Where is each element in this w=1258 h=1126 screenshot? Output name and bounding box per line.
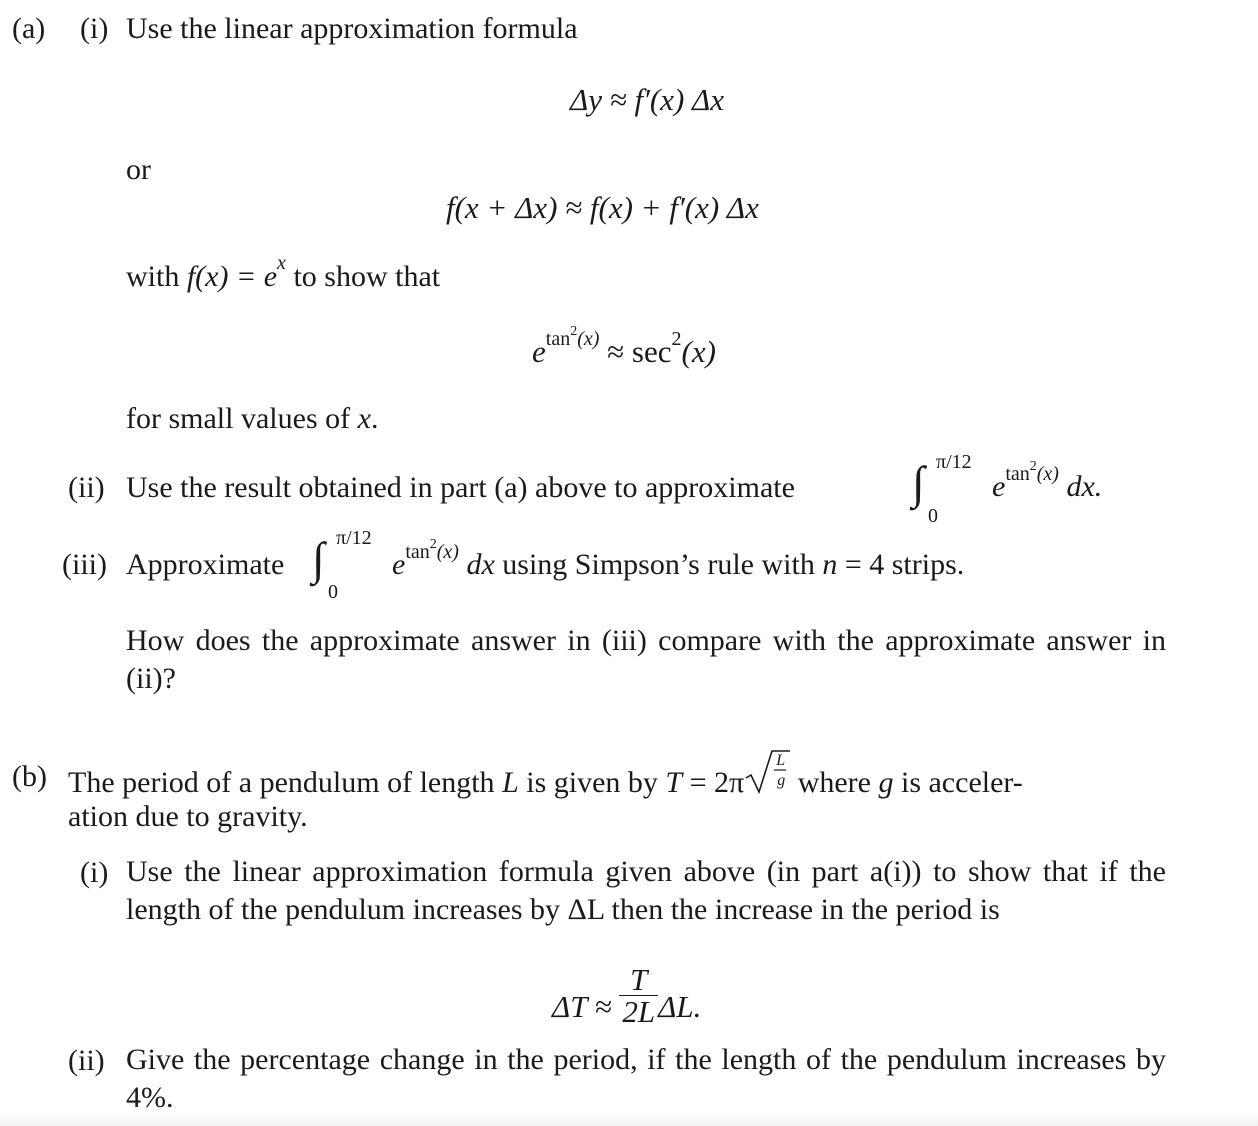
intro-equals: = 2π (689, 766, 745, 799)
with-function-line (126, 252, 441, 293)
integrand-exp-arg: (x) (1036, 463, 1059, 485)
intro-L: L (502, 766, 519, 799)
integral-sign: ∫ (312, 533, 325, 584)
part-a-ii-label: (ii) (68, 471, 105, 504)
equation-target (532, 324, 716, 369)
part-b-ii-text: Give the percentage change in the period, if the length of the pendulum increases by 4%. (126, 1043, 1166, 1114)
eq3-exp-func: tan (545, 328, 571, 350)
intro-given-by: is given by (526, 766, 658, 799)
integrand-exponent (1005, 459, 1059, 485)
eq3-exp-power: 2 (570, 324, 578, 339)
part-b-i-label: (i) (80, 856, 109, 889)
integrand-exp-power: 2 (1029, 459, 1037, 474)
part-a-iii-label: (iii) (62, 548, 107, 581)
integrand-base: e (392, 548, 406, 581)
with-function-exponent: x (277, 252, 286, 274)
eq3-exponent (545, 324, 600, 350)
sqrt-denominator: g (777, 772, 786, 789)
equation-linear-approx-alt: f(x + Δx) ≈ f(x) + f′(x) Δx (446, 190, 759, 225)
integral-lower-limit: 0 (928, 505, 938, 527)
small-values-end: . (370, 402, 379, 435)
integral-upper-limit: π/12 (936, 451, 972, 473)
small-values-line (126, 404, 378, 434)
integral-upper-limit: π/12 (336, 527, 372, 549)
integrand (992, 459, 1103, 503)
intro-text: The period of a pendulum of length (68, 766, 495, 799)
part-a-i-intro: Use the linear approximation formula (126, 12, 578, 45)
integrand-exp-func: tan (1005, 463, 1030, 485)
integral-a-iii (312, 528, 1072, 608)
with-function: f(x) = e (186, 260, 278, 293)
part-b-intro-line2: ation due to gravity. (68, 800, 308, 833)
small-values-var: x (357, 402, 371, 435)
integrand-exp-power: 2 (429, 537, 437, 552)
with-tail: to show that (293, 260, 441, 293)
eq3-rhs-power: 2 (671, 328, 682, 350)
sqrt-expression (744, 752, 790, 792)
part-a-iii-text: Approximate (126, 548, 285, 581)
equation-linear-approx: Δy ≈ f′(x) Δx (570, 82, 724, 117)
integrand-exponent (405, 537, 459, 563)
intro-where: where (797, 766, 871, 799)
eq-fraction (619, 964, 658, 1027)
eq3-exp-arg: (x) (577, 328, 600, 350)
page-bottom-shadow (0, 1114, 1258, 1126)
part-b-label: (b) (12, 760, 47, 793)
eq-lhs: ΔT ≈ (552, 988, 612, 1024)
eq-fraction-numerator: T (619, 964, 658, 996)
integrand-dx: dx (466, 548, 495, 581)
part-a-ii-text: Use the result obtained in part (a) above to approximate (126, 471, 795, 504)
part-a-i-label: (i) (80, 12, 109, 45)
intro-acceler: is acceler- (900, 766, 1023, 799)
integral-a-ii (912, 452, 1142, 532)
sqrt-numerator: L (776, 752, 786, 769)
integrand-base: e (992, 470, 1006, 503)
equation-period-change (552, 958, 702, 1029)
part-b-i-text: Use the linear approximation formula given above (in part a(i)) to show that if the length of the pendulum increases by ΔL then the increase in the period is (126, 855, 1166, 926)
small-values-text: for small values of (126, 402, 351, 435)
simpson-text: using Simpson’s rule with (502, 548, 815, 581)
integrand (392, 537, 965, 581)
integrand-exp-func: tan (405, 541, 430, 563)
part-b-ii-label: (ii) (68, 1044, 105, 1077)
part-a-label: (a) (12, 12, 46, 45)
eq-rhs: ΔL. (658, 988, 702, 1024)
intro-T: T (665, 766, 683, 799)
integral-sign: ∫ (912, 457, 925, 508)
part-a-iii-question: How does the approximate answer in (iii) compare with the approximate answer in (ii)? (126, 624, 1166, 695)
eq3-rhs: ≈ sec (607, 334, 672, 369)
integral-lower-limit: 0 (328, 581, 338, 603)
strips-var: n (822, 548, 838, 581)
eq3-rhs-arg: (x) (681, 334, 716, 369)
strips-count: = 4 strips. (844, 548, 965, 581)
part-b-intro (68, 752, 1023, 799)
integrand-dx: dx. (1066, 470, 1103, 503)
eq3-base: e (532, 334, 546, 369)
with-text: with (126, 260, 180, 293)
or-text: or (126, 153, 151, 186)
eq-fraction-denominator: 2L (622, 994, 656, 1029)
integrand-exp-arg: (x) (436, 541, 459, 563)
intro-g: g (878, 766, 894, 799)
